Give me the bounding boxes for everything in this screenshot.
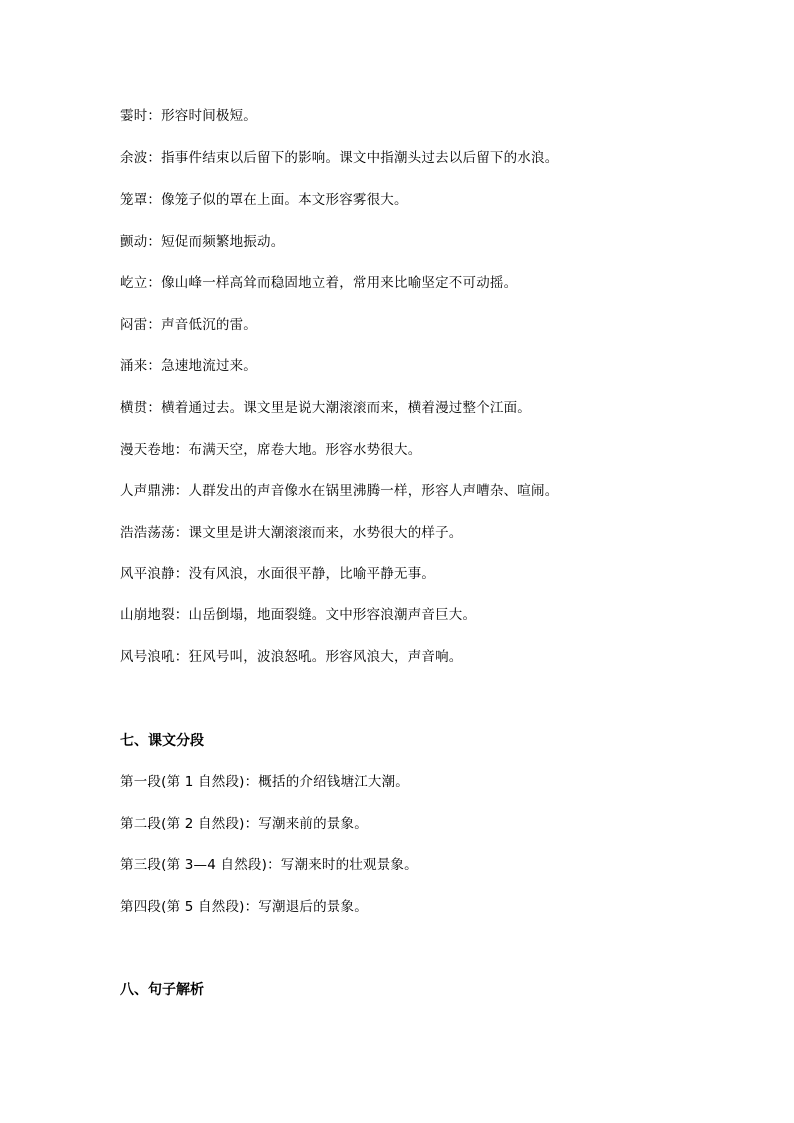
section-heading: 七、课文分段 <box>120 733 204 749</box>
vocab-line: 山崩地裂：山岳倒塌，地面裂缝。文中形容浪潮声音巨大。 <box>120 607 477 623</box>
vocab-line: 屹立：像山峰一样高耸而稳固地立着，常用来比喻坚定不可动摇。 <box>120 275 518 291</box>
vocab-line: 涌来：急速地流过来。 <box>120 358 257 374</box>
paragraph-division-line: 第四段(第 5 自然段)：写潮退后的景象。 <box>120 899 368 915</box>
vocab-line: 颤动：短促而频繁地振动。 <box>120 234 285 250</box>
paragraph-division-line: 第二段(第 2 自然段)：写潮来前的景象。 <box>120 816 368 832</box>
vocab-line: 风平浪静：没有风浪，水面很平静，比喻平静无事。 <box>120 566 436 582</box>
paragraph-division-line: 第一段(第 1 自然段)：概括的介绍钱塘江大潮。 <box>120 774 410 790</box>
vocab-line: 横贯：横着通过去。课文里是说大潮滚滚而来，横着漫过整个江面。 <box>120 400 531 416</box>
vocab-line: 闷雷：声音低沉的雷。 <box>120 317 257 333</box>
vocab-line: 人声鼎沸：人群发出的声音像水在锅里沸腾一样，形容人声嘈杂、喧闹。 <box>120 483 559 499</box>
vocab-line: 笼罩：像笼子似的罩在上面。本文形容雾很大。 <box>120 192 408 208</box>
vocab-line: 风号浪吼：狂风号叫，波浪怒吼。形容风浪大，声音响。 <box>120 649 463 665</box>
vocab-line: 霎时：形容时间极短。 <box>120 108 257 124</box>
vocab-line: 浩浩荡荡：课文里是讲大潮滚滚而来，水势很大的样子。 <box>120 525 463 541</box>
paragraph-division-line: 第三段(第 3—4 自然段)：写潮来时的壮观景象。 <box>120 857 418 873</box>
vocab-line: 漫天卷地：布满天空，席卷大地。形容水势很大。 <box>120 442 422 458</box>
vocab-line: 余波：指事件结束以后留下的影响。课文中指潮头过去以后留下的水浪。 <box>120 150 559 166</box>
section-heading: 八、句子解析 <box>120 982 204 998</box>
